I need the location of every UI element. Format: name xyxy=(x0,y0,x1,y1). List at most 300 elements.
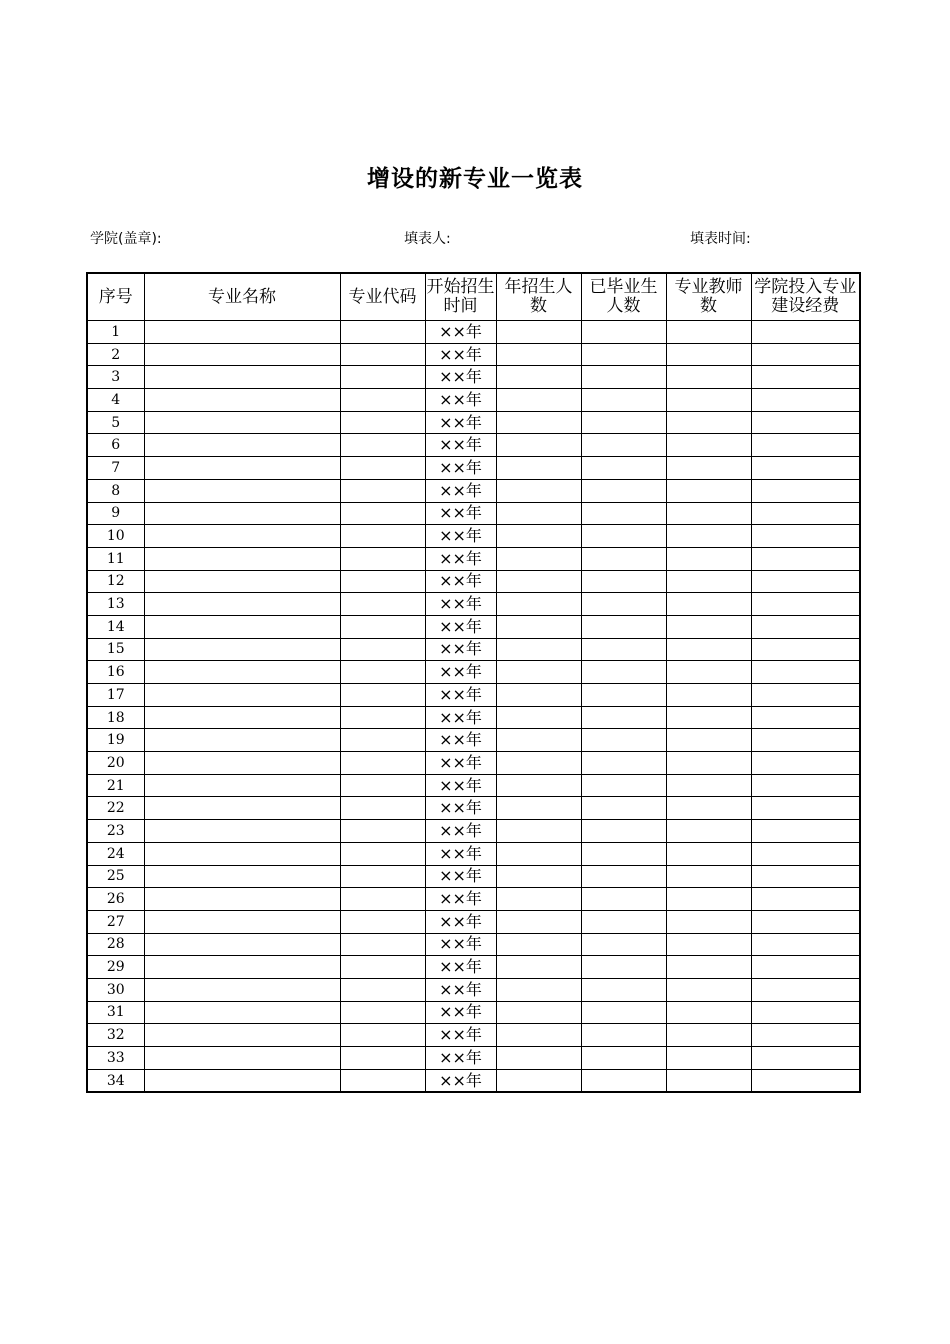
major-name-cell xyxy=(144,865,340,888)
header-major-code: 专业代码 xyxy=(340,273,425,321)
serial-cell: 25 xyxy=(87,865,144,888)
graduates-cell xyxy=(581,888,666,911)
major-code-cell xyxy=(340,865,425,888)
graduates-cell xyxy=(581,570,666,593)
table-row xyxy=(87,615,860,638)
major-name-cell xyxy=(144,729,340,752)
major-name-cell xyxy=(144,389,340,412)
table-row xyxy=(87,366,860,389)
graduates-cell xyxy=(581,1001,666,1024)
teachers-cell xyxy=(666,820,751,843)
major-name-cell xyxy=(144,1024,340,1047)
graduates-cell xyxy=(581,321,666,344)
table-row xyxy=(87,978,860,1001)
annual-enrollment-cell xyxy=(496,820,581,843)
table-row xyxy=(87,411,860,434)
start-time-cell: ××年 xyxy=(425,547,496,570)
graduates-cell xyxy=(581,661,666,684)
funding-cell xyxy=(751,1069,860,1092)
teachers-cell xyxy=(666,956,751,979)
teachers-cell xyxy=(666,865,751,888)
teachers-cell xyxy=(666,321,751,344)
serial-cell: 33 xyxy=(87,1047,144,1070)
major-code-cell xyxy=(340,570,425,593)
start-time-cell: ××年 xyxy=(425,956,496,979)
graduates-cell xyxy=(581,434,666,457)
major-name-cell xyxy=(144,1047,340,1070)
header-serial: 序号 xyxy=(87,273,144,321)
header-graduates: 已毕业生人数 xyxy=(581,273,666,321)
major-name-cell xyxy=(144,661,340,684)
teachers-cell xyxy=(666,1024,751,1047)
serial-cell: 11 xyxy=(87,547,144,570)
annual-enrollment-cell xyxy=(496,434,581,457)
filler-label: 填表人: xyxy=(404,231,451,247)
graduates-cell xyxy=(581,1024,666,1047)
graduates-cell xyxy=(581,797,666,820)
teachers-cell xyxy=(666,525,751,548)
major-code-cell xyxy=(340,525,425,548)
funding-cell xyxy=(751,865,860,888)
funding-cell xyxy=(751,888,860,911)
funding-cell xyxy=(751,933,860,956)
graduates-cell xyxy=(581,457,666,480)
major-code-cell xyxy=(340,706,425,729)
annual-enrollment-cell xyxy=(496,842,581,865)
major-name-cell xyxy=(144,570,340,593)
start-time-cell: ××年 xyxy=(425,842,496,865)
table-row xyxy=(87,706,860,729)
major-code-cell xyxy=(340,502,425,525)
start-time-cell: ××年 xyxy=(425,865,496,888)
start-time-cell: ××年 xyxy=(425,820,496,843)
major-code-cell xyxy=(340,752,425,775)
funding-cell xyxy=(751,389,860,412)
table-row xyxy=(87,547,860,570)
funding-cell xyxy=(751,774,860,797)
graduates-cell xyxy=(581,638,666,661)
graduates-cell xyxy=(581,706,666,729)
major-code-cell xyxy=(340,1047,425,1070)
start-time-cell: ××年 xyxy=(425,729,496,752)
start-time-cell: ××年 xyxy=(425,1069,496,1092)
serial-cell: 28 xyxy=(87,933,144,956)
major-name-cell xyxy=(144,956,340,979)
funding-cell xyxy=(751,684,860,707)
teachers-cell xyxy=(666,684,751,707)
serial-cell: 16 xyxy=(87,661,144,684)
annual-enrollment-cell xyxy=(496,797,581,820)
funding-cell xyxy=(751,570,860,593)
start-time-cell: ××年 xyxy=(425,502,496,525)
teachers-cell xyxy=(666,502,751,525)
funding-cell xyxy=(751,411,860,434)
serial-cell: 26 xyxy=(87,888,144,911)
start-time-cell: ××年 xyxy=(425,1024,496,1047)
funding-cell xyxy=(751,752,860,775)
funding-cell xyxy=(751,1047,860,1070)
major-code-cell xyxy=(340,842,425,865)
start-time-cell: ××年 xyxy=(425,910,496,933)
funding-cell xyxy=(751,661,860,684)
major-code-cell xyxy=(340,638,425,661)
teachers-cell xyxy=(666,774,751,797)
funding-cell xyxy=(751,706,860,729)
start-time-cell: ××年 xyxy=(425,661,496,684)
start-time-cell: ××年 xyxy=(425,706,496,729)
serial-cell: 22 xyxy=(87,797,144,820)
college-stamp-label: 学院(盖章): xyxy=(90,231,162,247)
start-time-cell: ××年 xyxy=(425,321,496,344)
serial-cell: 32 xyxy=(87,1024,144,1047)
start-time-cell: ××年 xyxy=(425,434,496,457)
teachers-cell xyxy=(666,910,751,933)
teachers-cell xyxy=(666,888,751,911)
major-name-cell xyxy=(144,842,340,865)
graduates-cell xyxy=(581,774,666,797)
major-code-cell xyxy=(340,684,425,707)
serial-cell: 23 xyxy=(87,820,144,843)
graduates-cell xyxy=(581,502,666,525)
major-code-cell xyxy=(340,389,425,412)
graduates-cell xyxy=(581,820,666,843)
annual-enrollment-cell xyxy=(496,1024,581,1047)
serial-cell: 30 xyxy=(87,978,144,1001)
serial-cell: 1 xyxy=(87,321,144,344)
funding-cell xyxy=(751,638,860,661)
major-code-cell xyxy=(340,411,425,434)
major-name-cell xyxy=(144,933,340,956)
start-time-cell: ××年 xyxy=(425,797,496,820)
table-header-row xyxy=(87,273,860,321)
fill-date-label: 填表时间: xyxy=(690,231,751,247)
start-time-cell: ××年 xyxy=(425,638,496,661)
serial-cell: 2 xyxy=(87,343,144,366)
annual-enrollment-cell xyxy=(496,888,581,911)
major-code-cell xyxy=(340,479,425,502)
annual-enrollment-cell xyxy=(496,615,581,638)
serial-cell: 34 xyxy=(87,1069,144,1092)
table-row xyxy=(87,820,860,843)
teachers-cell xyxy=(666,729,751,752)
table-row xyxy=(87,570,860,593)
major-name-cell xyxy=(144,797,340,820)
annual-enrollment-cell xyxy=(496,525,581,548)
graduates-cell xyxy=(581,1047,666,1070)
funding-cell xyxy=(751,343,860,366)
annual-enrollment-cell xyxy=(496,389,581,412)
annual-enrollment-cell xyxy=(496,479,581,502)
annual-enrollment-cell xyxy=(496,956,581,979)
teachers-cell xyxy=(666,933,751,956)
start-time-cell: ××年 xyxy=(425,411,496,434)
table-row xyxy=(87,956,860,979)
graduates-cell xyxy=(581,978,666,1001)
funding-cell xyxy=(751,593,860,616)
table-row xyxy=(87,525,860,548)
major-name-cell xyxy=(144,820,340,843)
annual-enrollment-cell xyxy=(496,978,581,1001)
start-time-cell: ××年 xyxy=(425,752,496,775)
major-name-cell xyxy=(144,547,340,570)
teachers-cell xyxy=(666,638,751,661)
funding-cell xyxy=(751,479,860,502)
serial-cell: 9 xyxy=(87,502,144,525)
table-row xyxy=(87,752,860,775)
funding-cell xyxy=(751,1024,860,1047)
graduates-cell xyxy=(581,389,666,412)
graduates-cell xyxy=(581,343,666,366)
serial-cell: 24 xyxy=(87,842,144,865)
major-name-cell xyxy=(144,752,340,775)
major-code-cell xyxy=(340,978,425,1001)
annual-enrollment-cell xyxy=(496,343,581,366)
serial-cell: 12 xyxy=(87,570,144,593)
serial-cell: 29 xyxy=(87,956,144,979)
start-time-cell: ××年 xyxy=(425,888,496,911)
graduates-cell xyxy=(581,366,666,389)
annual-enrollment-cell xyxy=(496,1069,581,1092)
graduates-cell xyxy=(581,1069,666,1092)
major-name-cell xyxy=(144,479,340,502)
annual-enrollment-cell xyxy=(496,457,581,480)
header-annual-enrollment: 年招生人数 xyxy=(496,273,581,321)
teachers-cell xyxy=(666,615,751,638)
table-row xyxy=(87,593,860,616)
teachers-cell xyxy=(666,389,751,412)
graduates-cell xyxy=(581,842,666,865)
funding-cell xyxy=(751,956,860,979)
table-row xyxy=(87,479,860,502)
major-code-cell xyxy=(340,593,425,616)
annual-enrollment-cell xyxy=(496,933,581,956)
funding-cell xyxy=(751,797,860,820)
major-name-cell xyxy=(144,321,340,344)
table-row xyxy=(87,457,860,480)
teachers-cell xyxy=(666,1001,751,1024)
major-code-cell xyxy=(340,1024,425,1047)
serial-cell: 19 xyxy=(87,729,144,752)
graduates-cell xyxy=(581,933,666,956)
major-name-cell xyxy=(144,615,340,638)
start-time-cell: ××年 xyxy=(425,479,496,502)
serial-cell: 3 xyxy=(87,366,144,389)
major-name-cell xyxy=(144,684,340,707)
teachers-cell xyxy=(666,1047,751,1070)
table-row xyxy=(87,434,860,457)
major-code-cell xyxy=(340,343,425,366)
major-code-cell xyxy=(340,1069,425,1092)
major-code-cell xyxy=(340,434,425,457)
start-time-cell: ××年 xyxy=(425,457,496,480)
funding-cell xyxy=(751,366,860,389)
serial-cell: 27 xyxy=(87,910,144,933)
serial-cell: 7 xyxy=(87,457,144,480)
annual-enrollment-cell xyxy=(496,502,581,525)
teachers-cell xyxy=(666,752,751,775)
funding-cell xyxy=(751,321,860,344)
serial-cell: 6 xyxy=(87,434,144,457)
annual-enrollment-cell xyxy=(496,774,581,797)
teachers-cell xyxy=(666,797,751,820)
serial-cell: 8 xyxy=(87,479,144,502)
serial-cell: 17 xyxy=(87,684,144,707)
major-code-cell xyxy=(340,933,425,956)
graduates-cell xyxy=(581,865,666,888)
table-row xyxy=(87,933,860,956)
start-time-cell: ××年 xyxy=(425,615,496,638)
serial-cell: 21 xyxy=(87,774,144,797)
major-code-cell xyxy=(340,956,425,979)
table-row xyxy=(87,842,860,865)
major-code-cell xyxy=(340,661,425,684)
teachers-cell xyxy=(666,842,751,865)
teachers-cell xyxy=(666,593,751,616)
major-code-cell xyxy=(340,820,425,843)
start-time-cell: ××年 xyxy=(425,389,496,412)
funding-cell xyxy=(751,842,860,865)
funding-cell xyxy=(751,457,860,480)
table-row xyxy=(87,502,860,525)
teachers-cell xyxy=(666,570,751,593)
start-time-cell: ××年 xyxy=(425,570,496,593)
major-name-cell xyxy=(144,343,340,366)
start-time-cell: ××年 xyxy=(425,343,496,366)
graduates-cell xyxy=(581,910,666,933)
table-row xyxy=(87,389,860,412)
table-row xyxy=(87,1024,860,1047)
funding-cell xyxy=(751,434,860,457)
graduates-cell xyxy=(581,525,666,548)
serial-cell: 13 xyxy=(87,593,144,616)
table-row xyxy=(87,1001,860,1024)
graduates-cell xyxy=(581,752,666,775)
funding-cell xyxy=(751,615,860,638)
table-row xyxy=(87,865,860,888)
major-name-cell xyxy=(144,525,340,548)
serial-cell: 15 xyxy=(87,638,144,661)
major-name-cell xyxy=(144,1069,340,1092)
major-code-cell xyxy=(340,797,425,820)
annual-enrollment-cell xyxy=(496,1047,581,1070)
major-name-cell xyxy=(144,434,340,457)
annual-enrollment-cell xyxy=(496,706,581,729)
table-row xyxy=(87,1069,860,1092)
table-row xyxy=(87,321,860,344)
teachers-cell xyxy=(666,978,751,1001)
major-name-cell xyxy=(144,774,340,797)
start-time-cell: ××年 xyxy=(425,774,496,797)
teachers-cell xyxy=(666,457,751,480)
start-time-cell: ××年 xyxy=(425,933,496,956)
major-code-cell xyxy=(340,774,425,797)
serial-cell: 14 xyxy=(87,615,144,638)
major-code-cell xyxy=(340,910,425,933)
graduates-cell xyxy=(581,479,666,502)
major-code-cell xyxy=(340,321,425,344)
annual-enrollment-cell xyxy=(496,570,581,593)
major-code-cell xyxy=(340,888,425,911)
annual-enrollment-cell xyxy=(496,684,581,707)
serial-cell: 5 xyxy=(87,411,144,434)
funding-cell xyxy=(751,910,860,933)
teachers-cell xyxy=(666,479,751,502)
annual-enrollment-cell xyxy=(496,661,581,684)
start-time-cell: ××年 xyxy=(425,1001,496,1024)
start-time-cell: ××年 xyxy=(425,978,496,1001)
annual-enrollment-cell xyxy=(496,752,581,775)
table-row xyxy=(87,343,860,366)
major-name-cell xyxy=(144,502,340,525)
teachers-cell xyxy=(666,1069,751,1092)
major-name-cell xyxy=(144,1001,340,1024)
funding-cell xyxy=(751,729,860,752)
start-time-cell: ××年 xyxy=(425,525,496,548)
header-funding: 学院投入专业建设经费 xyxy=(751,273,860,321)
teachers-cell xyxy=(666,366,751,389)
header-teachers: 专业教师数 xyxy=(666,273,751,321)
major-code-cell xyxy=(340,547,425,570)
table-row xyxy=(87,1047,860,1070)
serial-cell: 31 xyxy=(87,1001,144,1024)
teachers-cell xyxy=(666,343,751,366)
funding-cell xyxy=(751,525,860,548)
major-name-cell xyxy=(144,411,340,434)
graduates-cell xyxy=(581,684,666,707)
table-row xyxy=(87,910,860,933)
table-row xyxy=(87,888,860,911)
major-name-cell xyxy=(144,457,340,480)
major-code-cell xyxy=(340,457,425,480)
table-row xyxy=(87,729,860,752)
annual-enrollment-cell xyxy=(496,593,581,616)
major-name-cell xyxy=(144,638,340,661)
annual-enrollment-cell xyxy=(496,910,581,933)
teachers-cell xyxy=(666,434,751,457)
graduates-cell xyxy=(581,593,666,616)
annual-enrollment-cell xyxy=(496,547,581,570)
major-name-cell xyxy=(144,593,340,616)
annual-enrollment-cell xyxy=(496,366,581,389)
major-code-cell xyxy=(340,729,425,752)
funding-cell xyxy=(751,820,860,843)
teachers-cell xyxy=(666,547,751,570)
serial-cell: 18 xyxy=(87,706,144,729)
serial-cell: 20 xyxy=(87,752,144,775)
table-row xyxy=(87,638,860,661)
graduates-cell xyxy=(581,411,666,434)
major-code-cell xyxy=(340,615,425,638)
table-body xyxy=(87,321,860,1093)
annual-enrollment-cell xyxy=(496,411,581,434)
annual-enrollment-cell xyxy=(496,729,581,752)
start-time-cell: ××年 xyxy=(425,1047,496,1070)
funding-cell xyxy=(751,547,860,570)
table-row xyxy=(87,797,860,820)
major-name-cell xyxy=(144,706,340,729)
funding-cell xyxy=(751,502,860,525)
serial-cell: 4 xyxy=(87,389,144,412)
start-time-cell: ××年 xyxy=(425,593,496,616)
annual-enrollment-cell xyxy=(496,1001,581,1024)
major-name-cell xyxy=(144,366,340,389)
funding-cell xyxy=(751,978,860,1001)
graduates-cell xyxy=(581,956,666,979)
major-name-cell xyxy=(144,978,340,1001)
table-row xyxy=(87,774,860,797)
table-row xyxy=(87,661,860,684)
start-time-cell: ××年 xyxy=(425,684,496,707)
